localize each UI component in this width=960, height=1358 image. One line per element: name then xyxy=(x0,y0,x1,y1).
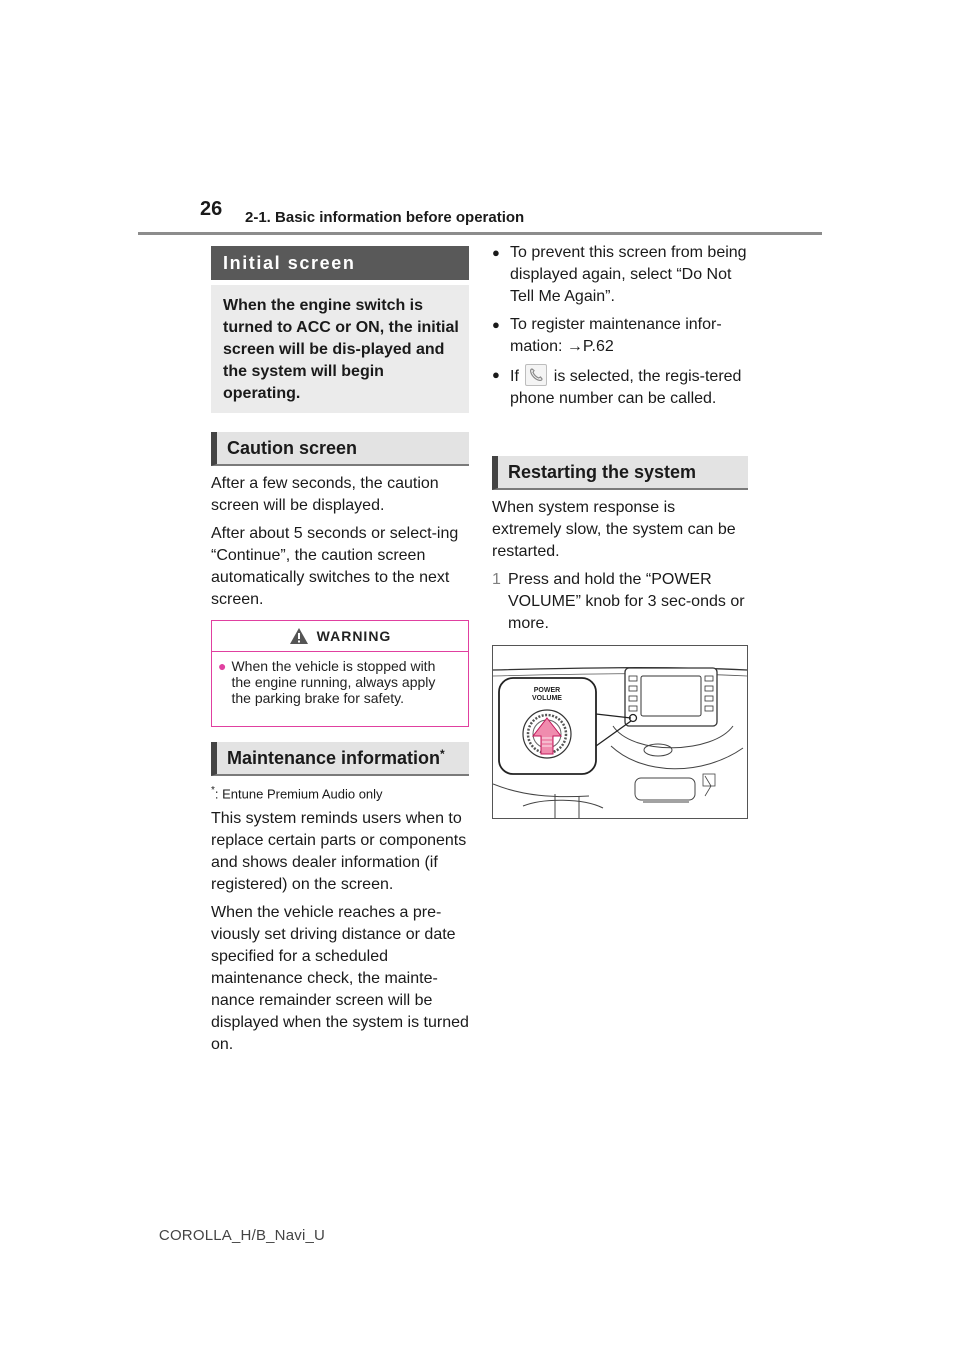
bullet-text: To register maintenance infor-mation: →P.62 xyxy=(510,316,722,355)
bullet-item xyxy=(492,364,748,410)
bullet-item xyxy=(492,314,748,358)
bullet-dot-icon: ● xyxy=(492,317,500,332)
warning-triangle-icon xyxy=(289,627,309,645)
phone-icon xyxy=(525,364,547,386)
step-number: 1 xyxy=(492,571,501,588)
maintenance-heading-text: Maintenance information xyxy=(227,747,441,768)
footnote xyxy=(211,785,383,801)
caution-paragraph-1: After a few seconds, the caution screen will be displayed. xyxy=(211,475,439,514)
step-text: Press and hold the “POWER VOLUME” knob for 3 sec-onds or more. xyxy=(508,571,745,632)
heading-initial-screen: Initial screen xyxy=(211,246,469,280)
right-bullets xyxy=(492,242,748,410)
document-id: COROLLA_H/B_Navi_U xyxy=(158,1227,326,1244)
warning-text: When the vehicle is stopped with the engine running, always apply the parking brake for safety. xyxy=(231,658,436,706)
heading-caution-screen: Caution screen xyxy=(211,432,469,466)
warning-header xyxy=(212,621,468,652)
initial-screen-lead: When the engine switch is turned to ACC or ON, the initial screen will be dis-played and the system will begin operating. xyxy=(211,285,469,413)
warning-title: WARNING xyxy=(316,628,392,644)
figure-label-power: POWER xyxy=(533,687,561,694)
maintenance-paragraph-1: This system reminds users when to replace certain parts or components and shows dealer information (if registered) on the screen. xyxy=(211,810,467,893)
bullet-3-suffix: is selected, the regis-tered phone number can be called. xyxy=(510,368,742,407)
bullet-3-prefix: If xyxy=(510,368,519,385)
footnote-mark: * xyxy=(211,785,215,796)
bullet-dot-icon: ● xyxy=(492,245,500,260)
section-title: 2-1. Basic information before operation xyxy=(245,209,525,226)
restart-paragraph: When system response is extremely slow, the system can be restarted. xyxy=(492,499,736,560)
bullet-text: To prevent this screen from being displayed again, select “Do Not Tell Me Again”. xyxy=(510,244,747,305)
caution-text xyxy=(211,473,469,611)
restart-text xyxy=(492,497,748,635)
maintenance-text xyxy=(211,808,469,1056)
figure-label-volume: VOLUME xyxy=(532,695,562,702)
maintenance-footnote-mark: * xyxy=(440,747,445,761)
dashboard-figure xyxy=(492,645,748,819)
bullet-text xyxy=(510,364,748,410)
page-number: 26 xyxy=(200,198,223,220)
bullet-item xyxy=(492,242,748,308)
step-1 xyxy=(492,569,748,635)
heading-maintenance-information xyxy=(211,742,469,776)
caution-paragraph-2: After about 5 seconds or select-ing “Continue”, the caution screen automatically switches to the next screen. xyxy=(211,525,459,608)
dashboard-illustration xyxy=(493,646,747,818)
warning-content xyxy=(212,652,468,712)
heading-restarting-system: Restarting the system xyxy=(492,456,748,490)
footnote-text: : Entune Premium Audio only xyxy=(214,786,383,802)
maintenance-paragraph-2: When the vehicle reaches a pre-viously set driving distance or date specified for a scheduled maintenance check, the mainte-nance remainder screen will be displayed when the system is turned on. xyxy=(211,904,469,1053)
bullet-dot-icon: ● xyxy=(492,367,500,382)
warning-box xyxy=(211,620,469,727)
header-divider xyxy=(138,232,822,235)
warning-bullet-icon: ● xyxy=(218,658,227,674)
